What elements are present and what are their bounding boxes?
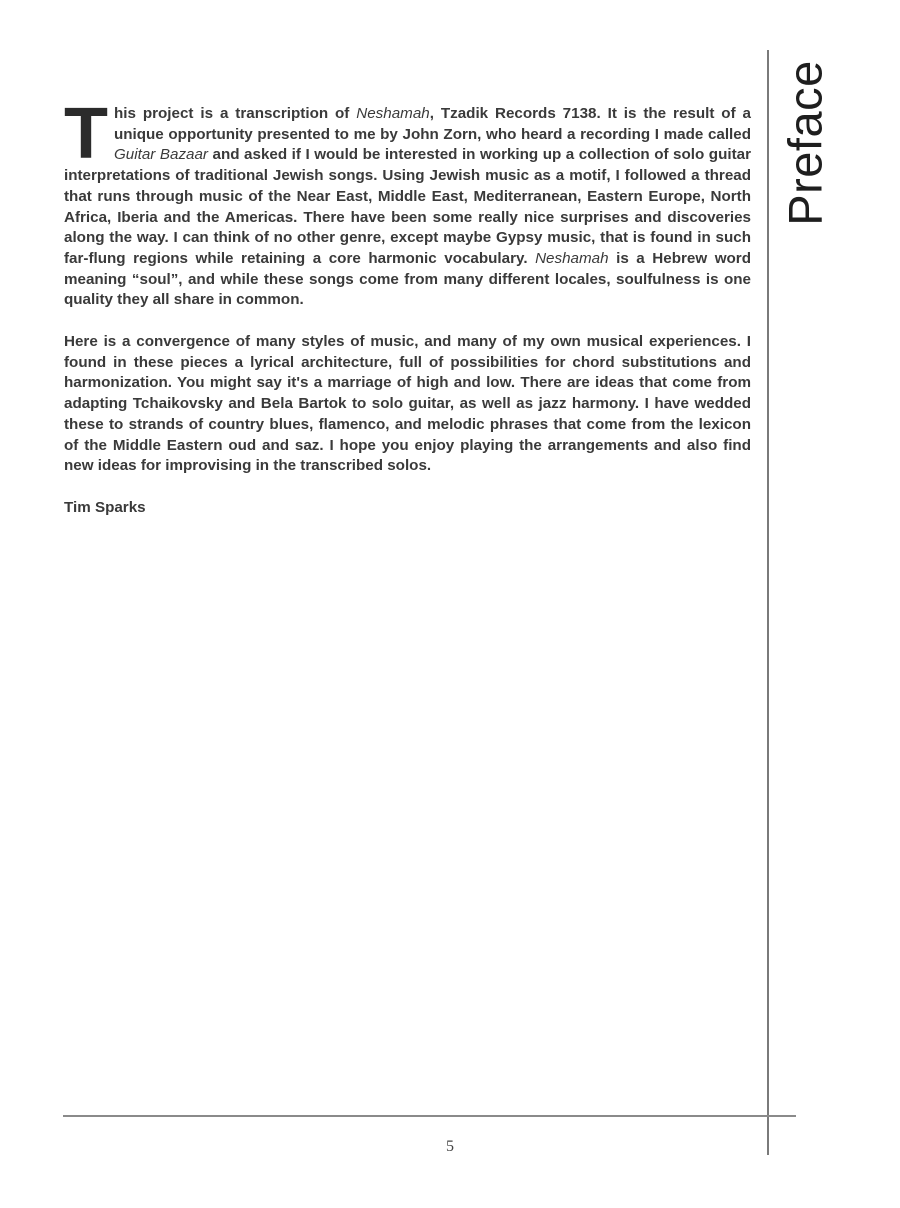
drop-cap: T <box>64 94 108 174</box>
paragraph-1-text-b: , Tzadik Records 7138. It is the result of a unique opportunity presented to me by John Zorn, who heard a recording I made called <box>113 105 751 143</box>
paragraph-1 <box>64 94 751 311</box>
paragraph-1-text-a: his project is a transcription of <box>113 105 357 122</box>
preface-body <box>64 94 751 540</box>
section-heading <box>780 50 830 235</box>
album-title: Neshamah <box>356 105 430 122</box>
paragraph-1-text-d: is a Hebrew word meaning “soul”, and while these songs come from many different locales, soulfulness is one quality they all share in common. <box>64 249 751 309</box>
paragraph-1-text-c: and asked if I would be interested in working up a collection of solo guitar interpretations of traditional Jewish songs. Using Jewish music as a motif, I followed a thread that runs through music of the Near East, Middle East, Mediterranean, Eastern Europe, North Africa, Iberia and the Americas. There have been some really nice surprises and discoveries along the way. I can think of no other genre, except maybe Gypsy music, that is found in such far-flung regions while retaining a core harmonic vocabulary. <box>64 146 751 267</box>
footer-rule <box>63 1115 796 1117</box>
paragraph-2: Here is a convergence of many styles of music, and many of my own musical experiences. I found in these pieces a lyrical architecture, full of possibilities for chord substitutions and harmonization. You might say it's a marriage of high and low. There are ideas that come from adapting Tchaikovsky and Bela Bartok to solo guitar, as well as jazz harmony. I have wedded these to strands of country blues, flamenco, and melodic phrases that come from the lexicon of the Middle Eastern oud and saz. I hope you enjoy playing the arrangements and also find new ideas for improvising in the transcribed solos. <box>64 333 751 475</box>
page-number: 5 <box>446 1138 454 1155</box>
hebrew-word: Neshamah <box>535 249 609 267</box>
recording-title: Guitar Bazaar <box>113 146 208 164</box>
vertical-rule <box>767 50 769 1155</box>
section-heading-text: Preface <box>778 59 832 226</box>
author-signature: Tim Sparks <box>64 498 146 516</box>
